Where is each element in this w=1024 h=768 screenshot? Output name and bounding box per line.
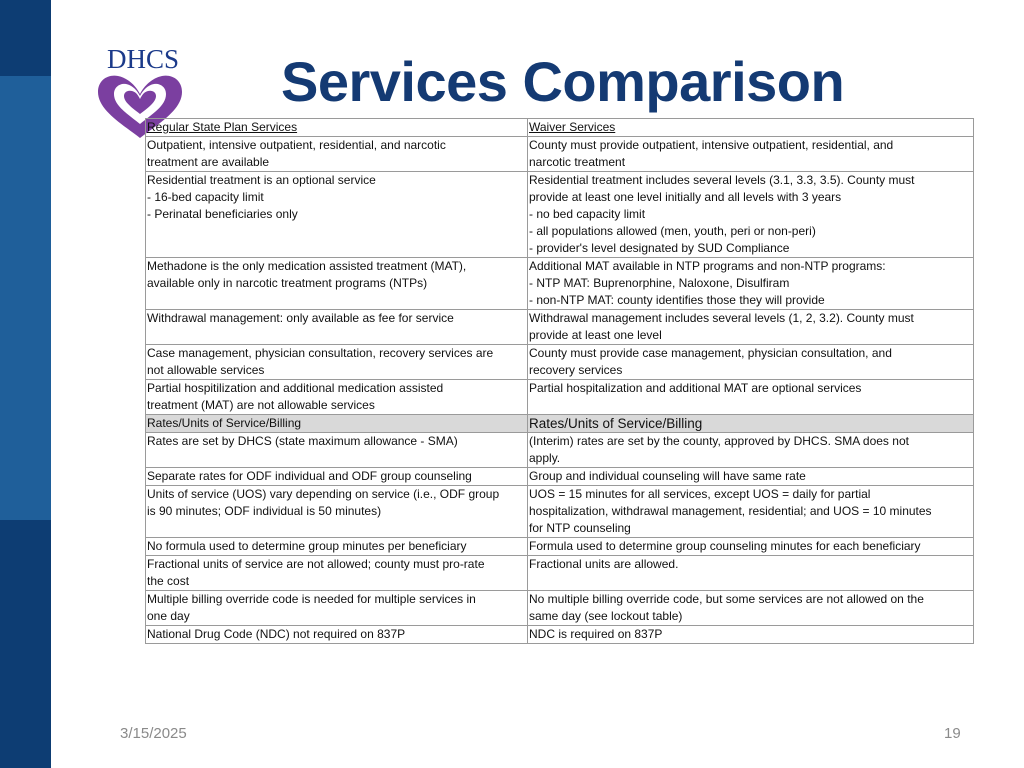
waiver-cell xyxy=(528,345,974,380)
waiver-cell xyxy=(528,433,974,468)
cell-text-line: Residential treatment includes several levels (3.1, 3.3, 3.5). County must xyxy=(529,173,915,187)
table-row xyxy=(146,345,974,380)
page-number: 19 xyxy=(944,725,961,742)
cell-text-line: - all populations allowed (men, youth, peri or non-peri) xyxy=(529,224,816,238)
cell-text-line: Units of service (UOS) vary depending on service (i.e., ODF group xyxy=(147,487,500,501)
waiver-cell xyxy=(528,380,974,415)
table-row xyxy=(146,591,974,626)
cell-text-line: Case management, physician consultation, recovery services are xyxy=(147,346,494,360)
cell-text-line: available only in narcotic treatment programs (NTPs) xyxy=(147,276,428,290)
waiver-cell xyxy=(528,468,974,486)
cell-text-line: County must provide case management, physician consultation, and xyxy=(529,346,892,360)
table-row xyxy=(146,380,974,415)
cell-text-line: is 90 minutes; ODF individual is 50 minutes) xyxy=(147,504,382,518)
regular-plan-cell xyxy=(146,345,528,380)
waiver-cell xyxy=(528,258,974,310)
waiver-cell xyxy=(528,137,974,172)
cell-text-line: - 16-bed capacity limit xyxy=(147,190,264,204)
waiver-cell xyxy=(528,538,974,556)
section-header-cell: Rates/Units of Service/Billing xyxy=(528,415,974,433)
section-header-cell: Rates/Units of Service/Billing xyxy=(146,415,528,433)
regular-plan-cell xyxy=(146,137,528,172)
table-row xyxy=(146,468,974,486)
cell-text-line: (Interim) rates are set by the county, approved by DHCS. SMA does not xyxy=(529,434,909,448)
cell-text-line: apply. xyxy=(529,451,561,465)
header-waiver-services: Waiver Services xyxy=(528,119,974,137)
cell-text-line: - non-NTP MAT: county identifies those they will provide xyxy=(529,293,825,307)
cell-text-line: Withdrawal management: only available as fee for service xyxy=(147,311,454,325)
cell-text-line: Partial hospitalization and additional MAT are optional services xyxy=(529,381,862,395)
table-row xyxy=(146,310,974,345)
waiver-cell xyxy=(528,172,974,258)
regular-plan-cell xyxy=(146,258,528,310)
waiver-cell xyxy=(528,556,974,591)
cell-text-line: Fractional units of service are not allowed; county must pro-rate xyxy=(147,557,485,571)
page-title: Services Comparison xyxy=(281,50,845,113)
table-row xyxy=(146,486,974,538)
regular-plan-cell xyxy=(146,486,528,538)
regular-plan-cell xyxy=(146,172,528,258)
cell-text-line: County must provide outpatient, intensive outpatient, residential, and xyxy=(529,138,894,152)
table-row xyxy=(146,258,974,310)
cell-text-line: hospitalization, withdrawal management, residential; and UOS = 10 minutes xyxy=(529,504,932,518)
cell-text-line: for NTP counseling xyxy=(529,521,631,535)
cell-text-line: Outpatient, intensive outpatient, residential, and narcotic xyxy=(147,138,446,152)
cell-text-line: Methadone is the only medication assisted treatment (MAT), xyxy=(147,259,467,273)
cell-text-line: same day (see lockout table) xyxy=(529,609,683,623)
cell-text-line: treatment (MAT) are not allowable services xyxy=(147,398,375,412)
waiver-cell xyxy=(528,486,974,538)
accent-bar-middle xyxy=(0,76,51,520)
cell-text-line: UOS = 15 minutes for all services, except UOS = daily for partial xyxy=(529,487,871,501)
logo-text: DHCS xyxy=(106,44,180,74)
regular-plan-cell xyxy=(146,310,528,345)
cell-text-line: narcotic treatment xyxy=(529,155,626,169)
waiver-cell xyxy=(528,310,974,345)
cell-text-line: No formula used to determine group minutes per beneficiary xyxy=(147,539,467,553)
table-row xyxy=(146,626,974,644)
cell-text-line: NDC is required on 837P xyxy=(529,627,663,641)
cell-text-line: Partial hospitilization and additional medication assisted xyxy=(147,381,444,395)
cell-text-line: - provider's level designated by SUD Compliance xyxy=(529,241,790,255)
accent-bar-top xyxy=(0,0,51,76)
table-row xyxy=(146,538,974,556)
cell-text-line: - no bed capacity limit xyxy=(529,207,646,221)
section-header-row xyxy=(146,415,974,433)
cell-text-line: No multiple billing override code, but some services are not allowed on the xyxy=(529,592,924,606)
footer-date: 3/15/2025 xyxy=(120,725,187,742)
table-header-row xyxy=(146,119,974,137)
cell-text-line: Multiple billing override code is needed for multiple services in xyxy=(147,592,476,606)
cell-text-line: provide at least one level xyxy=(529,328,662,342)
table-row xyxy=(146,137,974,172)
regular-plan-cell xyxy=(146,538,528,556)
cell-text-line: the cost xyxy=(147,574,190,588)
cell-text-line: Residential treatment is an optional service xyxy=(147,173,376,187)
table-row xyxy=(146,433,974,468)
cell-text-line: not allowable services xyxy=(147,363,265,377)
accent-bar-bottom xyxy=(0,520,51,768)
left-accent-bar xyxy=(0,0,51,768)
cell-text-line: Withdrawal management includes several levels (1, 2, 3.2). County must xyxy=(529,311,914,325)
waiver-cell xyxy=(528,591,974,626)
services-comparison-table xyxy=(145,118,974,644)
cell-text-line: - NTP MAT: Buprenorphine, Naloxone, Disulfiram xyxy=(529,276,790,290)
cell-text-line: Fractional units are allowed. xyxy=(529,557,679,571)
regular-plan-cell xyxy=(146,591,528,626)
cell-text-line: one day xyxy=(147,609,190,623)
cell-text-line: National Drug Code (NDC) not required on 837P xyxy=(147,627,406,641)
cell-text-line: Additional MAT available in NTP programs and non-NTP programs: xyxy=(529,259,886,273)
waiver-cell xyxy=(528,626,974,644)
regular-plan-cell xyxy=(146,380,528,415)
cell-text-line: provide at least one level initially and all levels with 3 years xyxy=(529,190,842,204)
table-row xyxy=(146,556,974,591)
cell-text-line: Separate rates for ODF individual and ODF group counseling xyxy=(147,469,472,483)
cell-text-line: Group and individual counseling will have same rate xyxy=(529,469,806,483)
regular-plan-cell xyxy=(146,626,528,644)
header-regular-state-plan: Regular State Plan Services xyxy=(146,119,528,137)
cell-text-line: Formula used to determine group counseling minutes for each beneficiary xyxy=(529,539,921,553)
cell-text-line: treatment are available xyxy=(147,155,270,169)
regular-plan-cell xyxy=(146,556,528,591)
cell-text-line: - Perinatal beneficiaries only xyxy=(147,207,298,221)
cell-text-line: Rates are set by DHCS (state maximum allowance - SMA) xyxy=(147,434,458,448)
regular-plan-cell xyxy=(146,433,528,468)
table-row xyxy=(146,172,974,258)
cell-text-line: recovery services xyxy=(529,363,623,377)
regular-plan-cell xyxy=(146,468,528,486)
